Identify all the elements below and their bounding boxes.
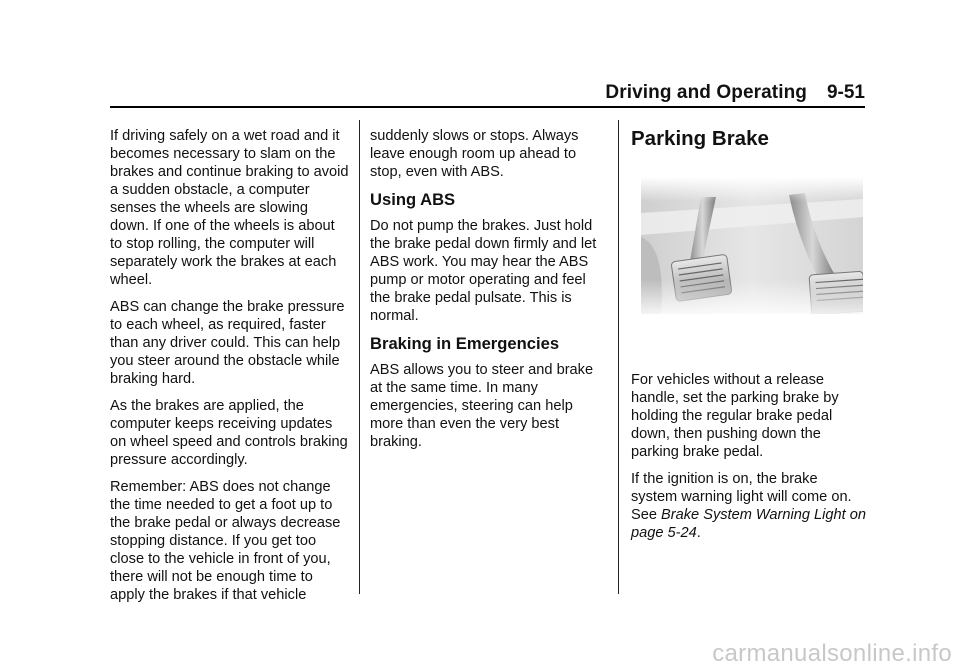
column-1	[110, 127, 350, 613]
paragraph	[631, 470, 866, 542]
paragraph-text: If the ignition is on, the brake system warning light will come on. See	[631, 471, 852, 523]
paragraph: If driving safely on a wet road and it becomes necessary to slam on the brakes and continue braking to avoid a sudden obstacle, a computer senses the wheels are slowing down. If one of the wheels is about to stop rolling, the computer will separately work the brakes at each wheel.	[110, 128, 349, 288]
paragraph: ABS can change the brake pressure to each wheel, as required, faster than any driver could. This can help you steer around the obstacle while braking hard.	[110, 299, 345, 387]
paragraph: For vehicles without a release handle, set the parking brake by holding the regular brake pedal down, then pushing down the parking brake pedal.	[631, 372, 839, 460]
paragraph: As the brakes are applied, the computer keeps receiving updates on wheel speed and controls braking pressure accordingly.	[110, 398, 348, 468]
paragraph: ABS allows you to steer and brake at the same time. In many emergencies, steering can help more than even the very best braking.	[370, 362, 594, 450]
column-divider	[359, 120, 360, 594]
cross-reference-link[interactable]: Brake System Warning Light on page 5-24	[631, 507, 866, 541]
watermark: carmanualsonline.info	[712, 640, 952, 667]
heading-braking-emergencies: Braking in Emergencies	[370, 334, 560, 353]
heading-using-abs: Using ABS	[370, 190, 456, 209]
page-header	[110, 80, 865, 108]
page-number: 9-51	[826, 82, 865, 103]
column-3	[631, 127, 866, 551]
paragraph: Do not pump the brakes. Just hold the brake pedal down firmly and let ABS work. You may hear the ABS pump or motor operating and feel the brake pedal pulsate. This is normal.	[370, 218, 597, 324]
column-2	[370, 127, 605, 460]
section-title: Driving and Operating	[605, 82, 807, 103]
paragraph: Remember: ABS does not change the time needed to get a foot up to the brake pedal or always decrease stopping distance. If you get too close to the vehicle in front of you, there will not be enough time to apply the brakes if that vehicle	[110, 479, 341, 603]
brake-pedals-illustration	[631, 177, 863, 314]
heading-parking-brake: Parking Brake	[631, 127, 769, 150]
column-divider	[618, 120, 619, 594]
paragraph-end: .	[696, 525, 701, 541]
paragraph-continuation: suddenly slows or stops. Always leave enough room up ahead to stop, even with ABS.	[370, 128, 579, 180]
